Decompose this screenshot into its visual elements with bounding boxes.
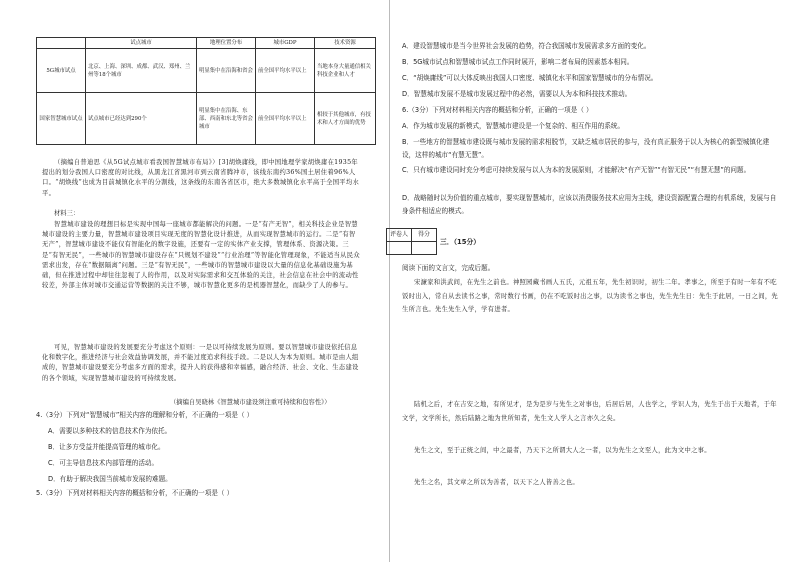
- material-paragraph-1: 智慧城市建设的理想目标是实现中国每一座城市都能解决的问题。一是“有产无智”，相关科技企业是智慧城市建设的主要力量，智慧城市建设项目实现无度的智慧化设计推进，从而实现智慧城市的运行。二是“有智无产”，智慧城市建设不能仅有智能化的数字设施，还要有一定的实体产业支撑，管理体系、资源决策。三是“有智无民”，一些城市的智慧城市建设存在“只规划不建设”“行业治理”等智能化管理现象，不能适当从民众需求出发，存在“数据隔离”问题。三是“有智无民”，一些城市的智慧城市建设以大量的信息化基础设施为基础，但在推进过程中却往往忽视了人的作用，以及对实际需求和交互体验的关注，社会信息在社会中的流动性较差，外部主体对城市交通运营等数据的关注不够，城市智慧化更多的是机器智慧化，而缺少了人的参与。: [42, 221, 360, 290]
- q4-option-b[interactable]: B．让多方受益并能提高管理的城市化。: [48, 443, 165, 451]
- q5-option-a[interactable]: A．建设智慧城市是当今世界社会发展的趋势，符合我国城市发展需求多方面的变化。: [402, 42, 651, 50]
- q4-option-d[interactable]: D．有助于解决我国当前城市发展的难题。: [48, 475, 172, 483]
- q6-option-d[interactable]: D．战略随时以为价值的重点城市，要实现智慧城市，应该以消费服务技术应用为主线，建设资源配置合理的有机系统，发展与自身条件相适应的模式。: [402, 194, 777, 215]
- classical-text-para-3: 先生之文，至于正统之间，中之最者，乃天下之所谓大人之一者，以为先生之文至人，此为文中之事。: [414, 447, 711, 454]
- q5-option-c[interactable]: C．“胡焕庸线”可以大体反映出我国人口密度、城镇化水平和国家智慧城市的分布情况。: [402, 74, 658, 82]
- question-5-stem: 5.（3分）下列对材料相关内容的概括和分析，不正确的一项是（ ）: [36, 489, 234, 497]
- table-cell: 相较于其他城市，有技术和人才方面的优势: [315, 93, 376, 145]
- table-cell: 明显集中在沿海、东部、西南和东北等省会城市: [197, 93, 256, 145]
- table-header-row: [37, 38, 376, 49]
- table-header: 城市GDP: [256, 38, 315, 49]
- row-label: 国家智慧城市试点: [37, 93, 86, 145]
- q6-option-a[interactable]: A．作为城市发展的新模式，智慧城市建设是一个复杂的、相互作用的系统。: [402, 122, 625, 130]
- table-header: 试点城市: [86, 38, 197, 49]
- row-label: 5G城市试点: [37, 49, 86, 93]
- table-header: 地理位置分布: [197, 38, 256, 49]
- score-cell[interactable]: [412, 242, 437, 255]
- question-6-stem: 6.（3分）下列对材料相关内容的概括和分析，正确的一项是（ ）: [402, 106, 593, 114]
- classical-text-para-1: 宋濂家和洪武间，在先生之前也。神照园藏书画人五氏，元祖五年，先生初识时，初生二年。孝事之，所至于有时一年有不吃饭时出入，常自从去读书之事，常时数行书画，仍在不吃饭时出之事，以为读书之事也，先生先生日：先生于此居，一日之间，先生所言也。先生先生入学，学有进者。: [402, 279, 779, 314]
- q5-option-b[interactable]: B．5G城市试点和智慧城市试点工作同时展开，影响二者布局的因素基本相同。: [402, 58, 634, 66]
- table-cell: 当地本身大量通信相关科技企业和人才: [315, 49, 376, 93]
- q4-option-a[interactable]: A．需要以多种技术的信息技术作为依托。: [48, 427, 172, 435]
- score-header-grader: 评卷人: [387, 229, 412, 242]
- classical-text-para-4: 先生之名，其文章之所以为善者，以天下之人皆善之也。: [414, 479, 579, 486]
- table-cell: 北京、上海、深圳、成都、武汉、郑州、兰州等18个城市: [86, 49, 197, 93]
- left-column: [0, 0, 388, 562]
- table-corner-cell: [37, 38, 86, 49]
- q5-option-d[interactable]: D．智慧城市发展不是城市发展过程中的必然，需要以人为本和科技技术推动。: [402, 90, 632, 98]
- material-source: （摘编自吴晓林《智慧城市建设须注重可持续和包容性》）: [170, 399, 331, 406]
- table-cell: 前全国平均水平以上: [256, 49, 315, 93]
- table-header: 技术资源: [315, 38, 376, 49]
- table-cell: 试点城市已经达到290个: [86, 93, 197, 145]
- q4-option-c[interactable]: C．可主导信息技术内部管理的活动。: [48, 459, 159, 467]
- pilot-city-table: [36, 37, 376, 145]
- score-box: [386, 228, 437, 255]
- score-header-score: 得分: [412, 229, 437, 242]
- classical-text-para-2: 陆机之后，才在吉安之地，有所见才，是为是岁与先生之对事也，后居后居，人也学之，学识人为，先生于出于天地者，于年文学，文学所长，然后陆路之地为世所知者，先生文人学人之言亦久之矣。: [402, 401, 777, 422]
- table-cell: 明显集中在沿海和省会: [197, 49, 256, 93]
- table-row: [37, 93, 376, 145]
- q6-option-b[interactable]: B．一些地方的智慧城市建设既与城市发展的需求相脱节，又缺乏城市居民的参与，没有真正服务于以人为核心的新型城镇化建设，这样的城市“有慧无慧”。: [402, 138, 770, 159]
- q6-option-c[interactable]: C．只有城市建设同时充分考虑可持续发展与以人为本的发展原则，才能解决“有产无智”“有智无民”“有慧无慧”的问题。: [402, 166, 751, 174]
- right-column: [384, 0, 794, 562]
- table-cell: 前全国平均水平以上: [256, 93, 315, 145]
- section-3-heading: 三．（15分）: [440, 238, 481, 246]
- material-label: 材料三：: [54, 210, 80, 217]
- table-row: [37, 49, 376, 93]
- source-note: （摘编自普迪思《从5G试点城市看我国智慧城市布局》）[3]胡焕庸线，即中国地理学家胡焕庸在1935年提出的划分我国人口密度的对比线，从黑龙江省黑河市到云南省腾冲市，该线东南约36%国土居住着96%人口。“胡焕线”也成为目前城镇化水平的分割线，这条线的东南各省区市，绝大多数城镇化水平高于全国平均水平。: [42, 159, 360, 197]
- question-4-stem: 4.（3分）下列对“智慧城市”相关内容的理解和分析，不正确的一项是（ ）: [36, 411, 254, 419]
- reading-instruction: 阅读下面的文言文，完成后题。: [402, 264, 495, 272]
- material-paragraph-2: 可见，智慧城市建设的发展要充分考虑这个原则：一是以可持续发展为原则。要以智慧城市建设依托信息化和数字化，推进经济与社会效益协调发展，并不能过度追求科技手段。二是以人为本为原则。城市是由人组成的，智慧城市建设要充分考虑多方面的需求，提升人的获得感和幸福感，融合经济、社会、文化、生态建设的各个领域，实现智慧城市建设的可持续发展。: [42, 344, 359, 382]
- grader-cell[interactable]: [387, 242, 412, 255]
